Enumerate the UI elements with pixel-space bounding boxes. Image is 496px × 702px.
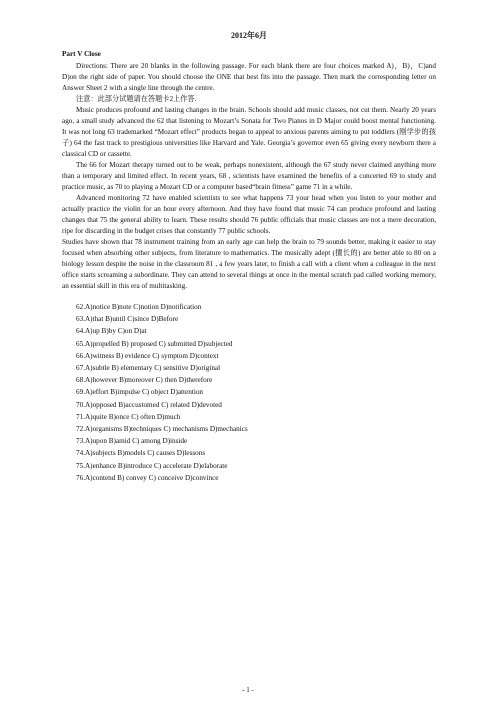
option-line: 68.A)however B)moreover C) then D)therefore [76, 376, 213, 385]
note-paragraph: 注意：此部分试题请在答题卡2上作答. [76, 95, 197, 103]
option-line: 67.A)subtle B) elementary C) sensitive D)original [76, 364, 221, 373]
directions-paragraph: Directions: There are 20 blanks in the following passage. For each blank there are four choices marked A)，B)，C)and D)on the right side of paper. You should choose the ONE that best fits into the passage. Then mark the corresponding letter on Answer Sheet 2 with a single line through the centre. [62, 62, 436, 92]
option-line: 65.A)propelled B) proposed C) submitted D)subjected [76, 339, 233, 348]
passage-paragraph-1: Music produces profound and lasting changes in the brain. Schools should add music classes, not cut them. Nearly 20 years ago, a small study advanced the 62 that listening to Mozart’s Sonata for Two Pianos in D Major could boost mental functioning. It was not long 63 trademarked “Mozart effect” products began to appeal to anxious parents aiming to put toddlers (刚学步的孩子) 64 the fast track to prestigious universities like Harvard and Yale. Georgia’s governor even 65 giving every newborn there a classical CD or cassette. [62, 106, 437, 158]
passage-paragraph-2: The 66 for Mozart therapy turned out to be weak, perhaps nonexistent, although the 67 study never claimed anything more than a temporary and limited effect. In recent years, 68 , scientists have examined the benefits of a concerted 69 to study and practice music, as 70 to playing a Mozart CD or a computer based“brain fitness” game 71 in a while. [62, 161, 436, 191]
option-line: 69.A)effort B)impulse C) object D)attention [76, 388, 204, 397]
section-heading: Part V Close [62, 50, 101, 58]
option-line: 75.A)enhance B)introduce C) accelerate D)elaborate [76, 461, 228, 470]
answer-options-list [62, 301, 436, 484]
document-title: 2012年6月 [231, 31, 267, 40]
option-line: 62.A)notice B)note C)notion D)notification [76, 303, 202, 311]
option-line: 64.A)up B)by C)on D)at [76, 327, 147, 336]
page-number: - 1 - [242, 686, 254, 694]
option-line: 73.A)upon B)amid C) among D)inside [76, 437, 188, 446]
option-line: 71.A)quite B)once C) often D)much [76, 412, 181, 421]
passage-paragraph-4: Studies have shown that 78 instrument training from an early age can help the brain to 79 sounds better, making it easier to stay focused when absorbing other subjects, from literature to mathematics. The musically adept (擅长的) are better able to 80 on a biology lesson despite the noise in the classroom 81 , a few years later, to finish a call with a client when a colleague in the next office starts screaming a subordinate. They can attend to several things at once in the mental scratch pad called working memory, an essential skill in this era of multitasking. [62, 238, 436, 290]
passage-paragraph-3: Advanced monitoring 72 have enabled scientists to see what happens 73 your head when you listen to your mother and actually practice the violin for an hour every afternoon. And they have found that music 74 can produce profound and lasting changes that 75 the general ability to learn. These results should 76 public officials that music classes are not a mere decoration, ripe for discarding in the budget crises that constantly 77 public schools. [62, 194, 436, 235]
document-page [62, 30, 436, 484]
option-line: 66.A)witness B) evidence C) symptom D)context [76, 351, 219, 360]
option-line: 72.A)organisms B)techniques C) mechanisms D)mechanics [76, 425, 248, 434]
option-line: 76.A)contend B) convey C) conceive D)convince [76, 473, 219, 482]
option-line: 74.A)subjects B)models C) causes D)lessons [76, 449, 206, 458]
option-line: 63.A)that B)until C)since D)Before [76, 315, 179, 324]
option-line: 70.A)opposed B)accustomed C) related D)devoted [76, 400, 222, 409]
